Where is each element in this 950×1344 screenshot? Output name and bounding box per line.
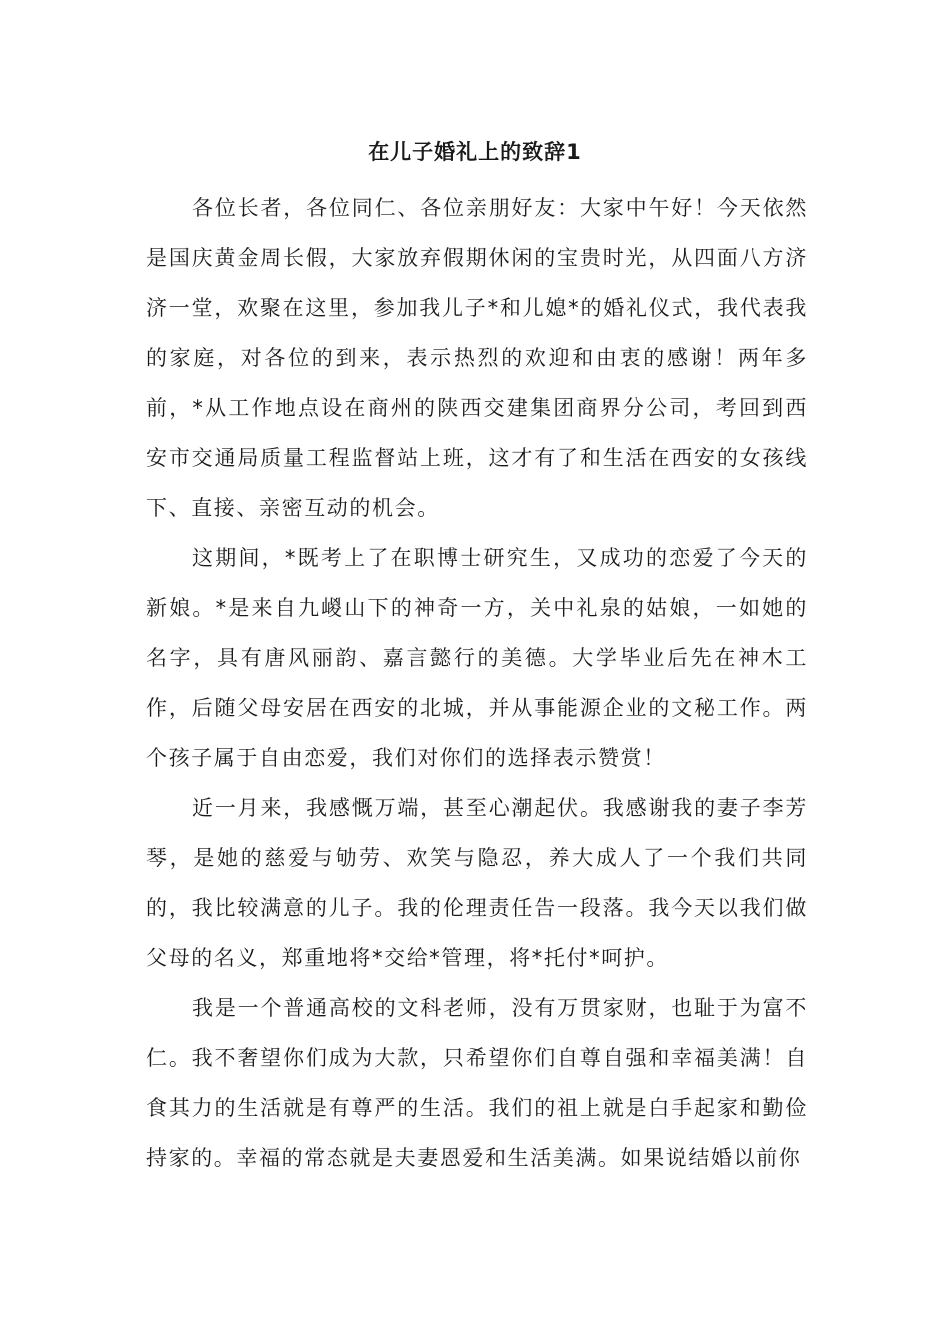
document-body (146, 183, 808, 1183)
paragraph-4: 我是一个普通高校的文科老师，没有万贯家财，也耻于为富不仁。我不奢望你们成为大款，只希望你们自尊自强和幸福美满！自食其力的生活就是有尊严的生活。我们的祖上就是白手起家和勤俭持家的。幸福的常态就是夫妻恩爱和生活美满。如果说结婚以前你 (146, 996, 808, 1170)
paragraph-3: 近一月来，我感慨万端，甚至心潮起伏。我感谢我的妻子李芳琴，是她的慈爱与劬劳、欢笑与隐忍，养大成人了一个我们共同的，我比较满意的儿子。我的伦理责任告一段落。我今天以我们做父母的名义，郑重地将*交给*管理，将*托付*呵护。 (146, 796, 808, 970)
paragraph-2: 这期间，*既考上了在职博士研究生，又成功的恋爱了今天的新娘。*是来自九嵕山下的神奇一方，关中礼泉的姑娘，一如她的名字，具有唐风丽韵、嘉言懿行的美德。大学毕业后先在神木工作，后随父母安居在西安的北城，并从事能源企业的文秘工作。两个孩子属于自由恋爱，我们对你们的选择表示赞赏！ (146, 546, 808, 770)
paragraph-1: 各位长者，各位同仁、各位亲朋好友：大家中午好！今天依然是国庆黄金周长假，大家放弃假期休闲的宝贵时光，从四面八方济济一堂，欢聚在这里，参加我儿子*和儿媳*的婚礼仪式，我代表我的家庭，对各位的到来，表示热烈的欢迎和由衷的感谢！两年多前，*从工作地点设在商州的陕西交建集团商界分公司，考回到西安市交通局质量工程监督站上班，这才有了和生活在西安的女孩线下、直接、亲密互动的机会。 (146, 196, 808, 520)
document-title: 在儿子婚礼上的致辞1 (368, 140, 582, 164)
